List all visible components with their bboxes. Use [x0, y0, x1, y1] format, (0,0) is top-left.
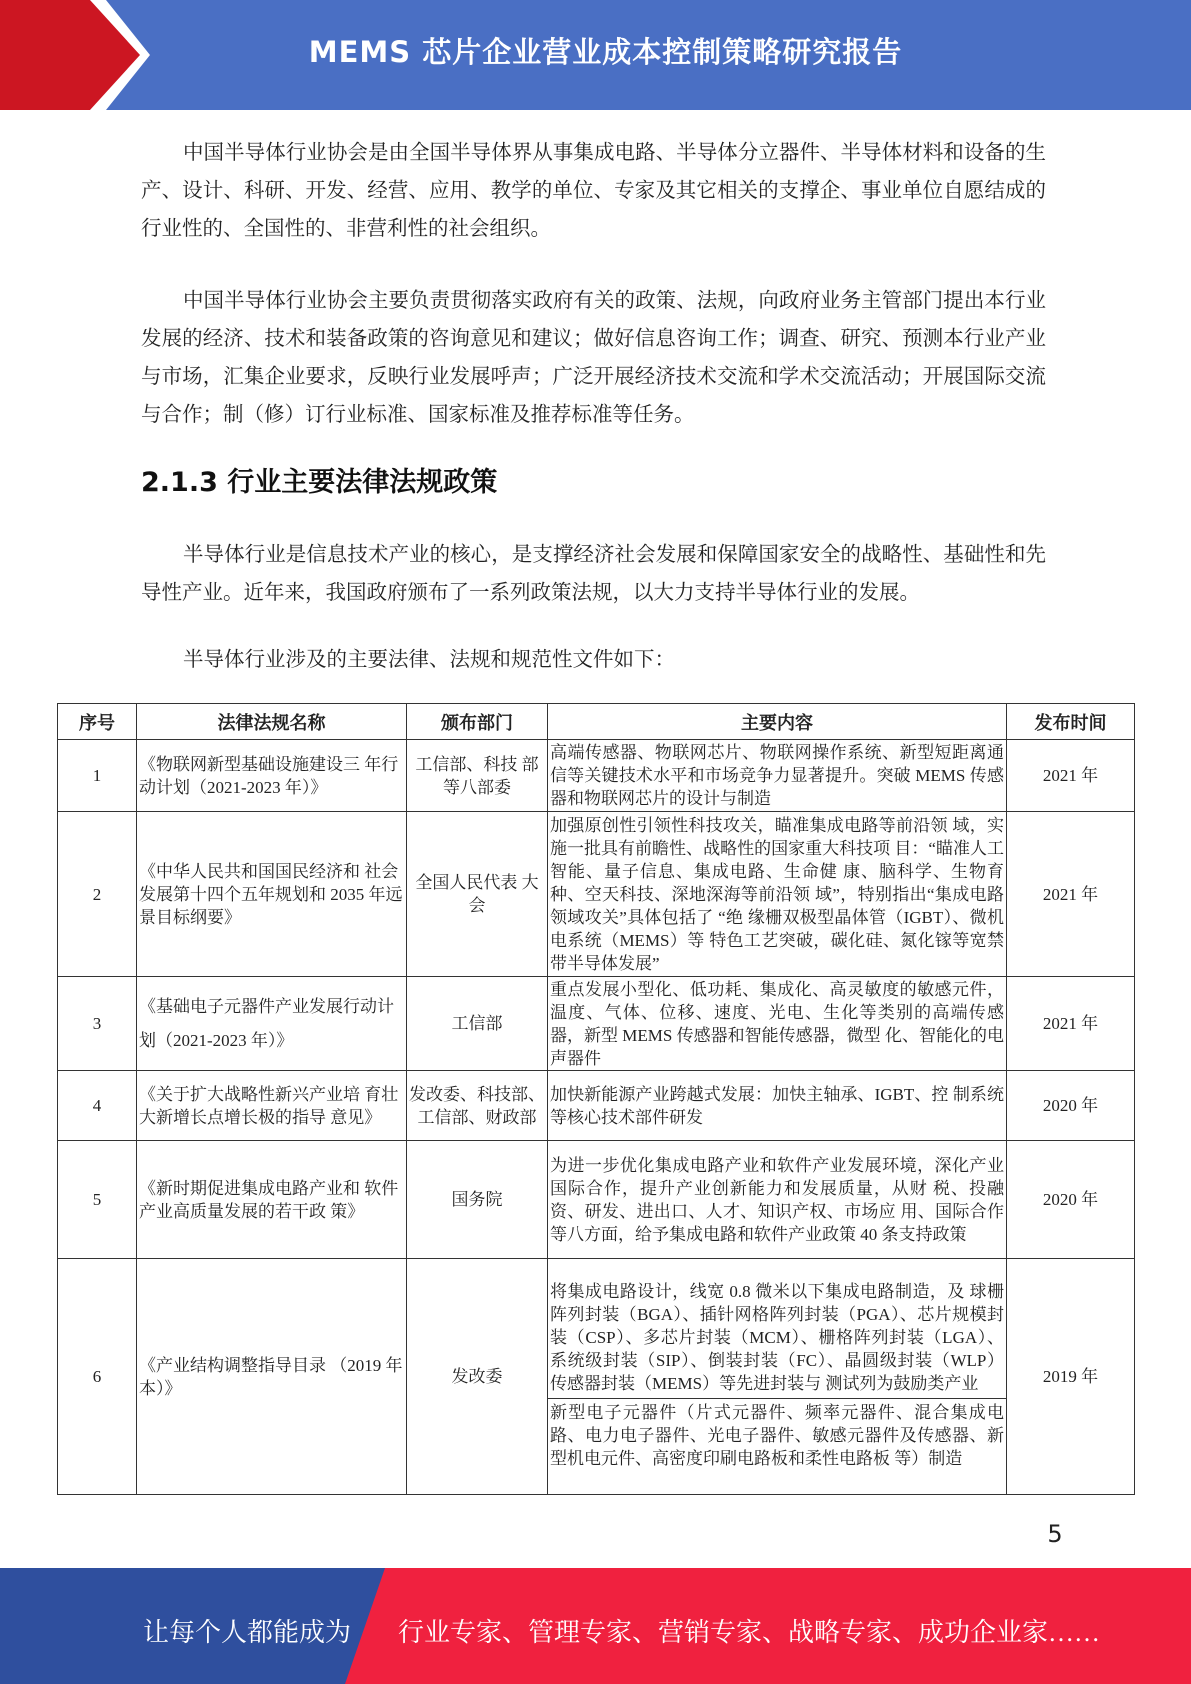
row-dept: 工信部、科技 部等八部委: [407, 740, 548, 812]
paragraph-association-intro: 中国半导体行业协会是由全国半导体界从事集成电路、半导体分立器件、半导体材料和设备的生产、设计、科研、开发、经营、应用、教学的单位、专家及其它相关的支撑企、事业单位自愿结成的行业性的、全国性的、非营利性的社会组织。: [141, 142, 1046, 240]
row-date: 2021 年: [1007, 812, 1135, 977]
document-title: MEMS 芯片企业营业成本控制策略研究报告: [308, 35, 903, 69]
footer-banner: [0, 1568, 1191, 1684]
section-heading: 2.1.3 行业主要法律法规政策: [141, 467, 498, 498]
row-num: 2: [58, 812, 137, 977]
row-content: 高端传感器、物联网芯片、物联网操作系统、新型短距离通信等关键技术水平和市场竞争力显著提升。突破 MEMS 传感器和物联网芯片的设计与制造: [548, 740, 1007, 812]
row-name: 《关于扩大战略性新兴产业培 育壮大新增长点增长极的指导 意见》: [137, 1071, 407, 1141]
row-content: 重点发展小型化、低功耗、集成化、高灵敏度的敏感元件，温度、气体、位移、速度、光电、生化等类别的高端传感器，新型 MEMS 传感器和智能传感器，微型 化、智能化的电声器件: [548, 977, 1007, 1071]
row-name: 《产业结构调整指导目录 （2019 年本）》: [137, 1259, 407, 1495]
row-dept: 全国人民代表 大会: [407, 812, 548, 977]
paragraph-table-intro: 半导体行业涉及的主要法律、法规和规范性文件如下：: [183, 649, 675, 671]
page-number: 5: [1047, 1520, 1063, 1548]
row-content: 为进一步优化集成电路产业和软件产业发展环境，深化产业国际合作，提升产业创新能力和发展质量，从财 税、投融资、研发、进出口、人才、知识产权、市场应 用、国际合作等八方面，给予集成电路和软件产业政策 40 条支持政策: [548, 1141, 1007, 1259]
header-name: 法律法规名称: [137, 704, 407, 740]
regulations-table: [57, 703, 1135, 1495]
footer-slogan-left: 让每个人都能成为: [143, 1618, 352, 1647]
row-date: 2019 年: [1007, 1259, 1135, 1495]
row-content-part-2: 新型电子元器件（片式元器件、频率元器件、混合集成电路、电力电子器件、光电子器件、敏感元器件及传感器、新型机电元件、高密度印刷电路板和柔性电路板 等）制造: [548, 1398, 1006, 1473]
row-date: 2021 年: [1007, 740, 1135, 812]
table-row: [58, 812, 1135, 977]
row-dept: 工信部: [407, 977, 548, 1071]
row-name: 《物联网新型基础设施建设三 年行动计划（2021-2023 年）》: [137, 740, 407, 812]
table-header-row: [58, 704, 1135, 740]
row-content-part-1: 将集成电路设计，线宽 0.8 微米以下集成电路制造，及 球栅阵列封装（BGA）、插针网格阵列封装（PGA）、芯片规模封装（CSP）、多芯片封装（MCM）、栅格阵列封装（LGA）、系统级封装（SIP）、倒装封装（FC）、晶圆级封装（WLP）传感器封装（MEMS）等先进封装与 测试列为鼓励类产业: [550, 1282, 1004, 1393]
row-dept: 发改委: [407, 1259, 548, 1495]
row-dept: 发改委、科技部、工信部、财政部: [407, 1071, 548, 1141]
table-row: [58, 1071, 1135, 1141]
header-banner: [0, 0, 1191, 110]
row-num: 3: [58, 977, 137, 1071]
header-num: 序号: [58, 704, 137, 740]
row-num: 5: [58, 1141, 137, 1259]
header-dept: 颁布部门: [407, 704, 548, 740]
paragraph-industry-overview: 半导体行业是信息技术产业的核心，是支撑经济社会发展和保障国家安全的战略性、基础性和先导性产业。近年来，我国政府颁布了一系列政策法规，以大力支持半导体行业的发展。: [141, 544, 1046, 604]
row-name: 《基础电子元器件产业发展行动计划（2021-2023 年）》: [137, 977, 407, 1071]
table-row: [58, 740, 1135, 812]
header-date: 发布时间: [1007, 704, 1135, 740]
footer-slogan-right: 行业专家、管理专家、营销专家、战略专家、成功企业家……: [398, 1618, 1101, 1647]
row-num: 6: [58, 1259, 137, 1495]
table-row: [58, 1259, 1135, 1495]
row-date: 2020 年: [1007, 1071, 1135, 1141]
row-date: 2020 年: [1007, 1141, 1135, 1259]
row-name: 《中华人民共和国国民经济和 社会发展第十四个五年规划和 2035 年远景目标纲要》: [137, 812, 407, 977]
row-content: [548, 1259, 1007, 1495]
table-row: [58, 1141, 1135, 1259]
row-dept: 国务院: [407, 1141, 548, 1259]
row-content: 加强原创性引领性科技攻关，瞄准集成电路等前沿领 域，实施一批具有前瞻性、战略性的国家重大科技项 目：“瞄准人工智能、量子信息、集成电路、生命健 康、脑科学、生物育种、空天科技、深地深海等前沿领 域”，特别指出“集成电路领域攻关”具体包括了 “绝 缘栅双极型晶体管（IGBT）、微机电系统（MEMS）等 特色工艺突破，碳化硅、氮化镓等宽禁带半导体发展”: [548, 812, 1007, 977]
row-num: 1: [58, 740, 137, 812]
row-num: 4: [58, 1071, 137, 1141]
row-name: 《新时期促进集成电路产业和 软件产业高质量发展的若干政 策》: [137, 1141, 407, 1259]
table-row: [58, 977, 1135, 1071]
header-content: 主要内容: [548, 704, 1007, 740]
row-content: 加快新能源产业跨越式发展：加快主轴承、IGBT、控 制系统等核心技术部件研发: [548, 1071, 1007, 1141]
row-date: 2021 年: [1007, 977, 1135, 1071]
paragraph-association-duties: 中国半导体行业协会主要负责贯彻落实政府有关的政策、法规，向政府业务主管部门提出本行业发展的经济、技术和装备政策的咨询意见和建议；做好信息咨询工作；调查、研究、预测本行业产业与市场，汇集企业要求，反映行业发展呼声；广泛开展经济技术交流和学术交流活动；开展国际交流与合作；制（修）订行业标准、国家标准及推荐标准等任务。: [141, 290, 1046, 426]
